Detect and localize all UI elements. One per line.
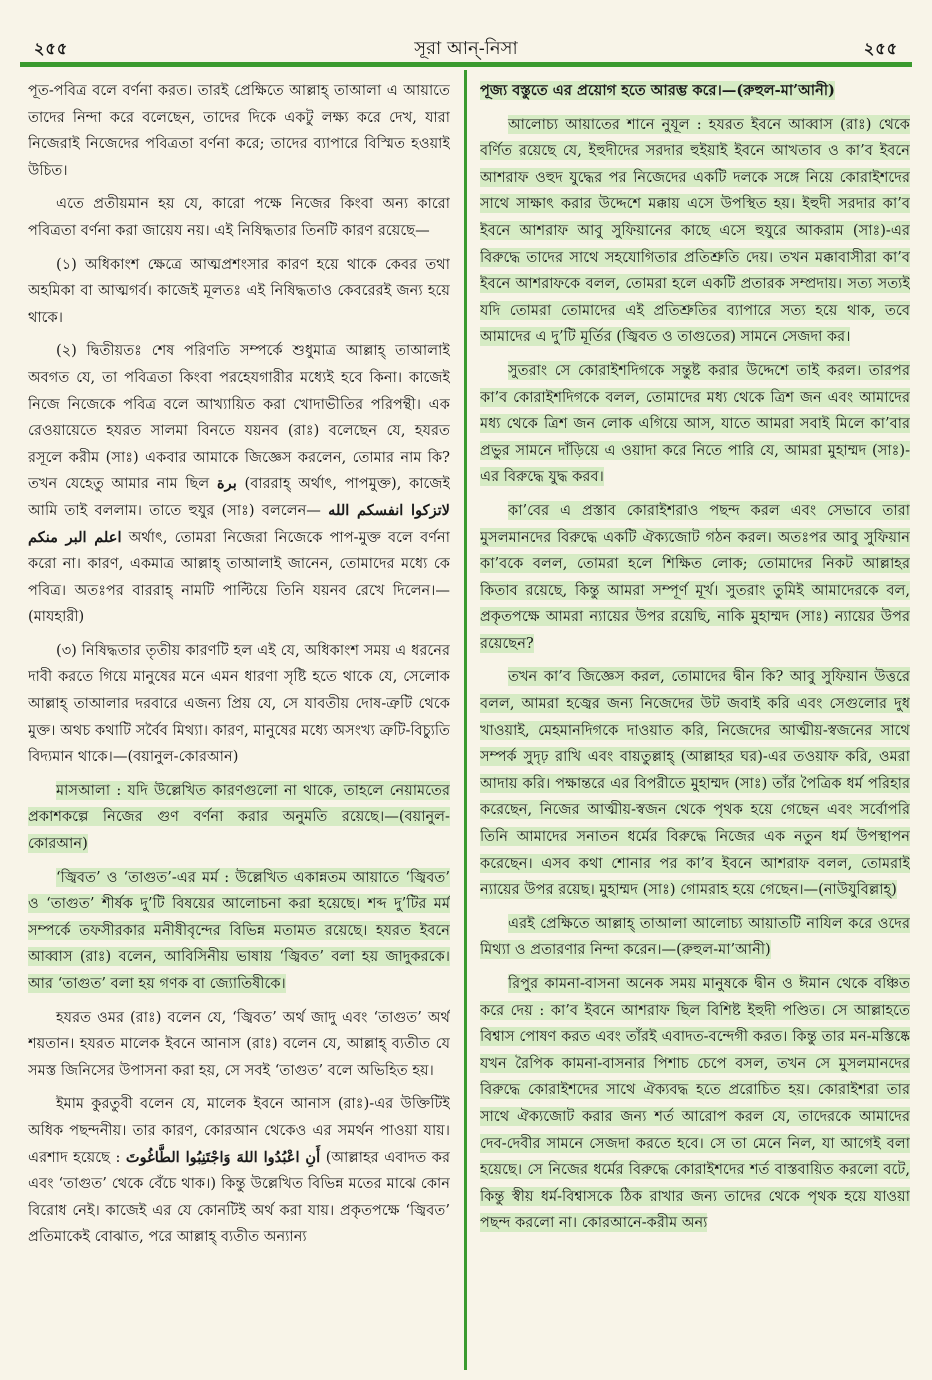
- paragraph: পূত-পবিত্র বলে বর্ণনা করত। তারই প্রেক্ষিতে আল্লাহ্ তাআলা এ আয়াতে তাদের নিন্দা করে বলেছেন, তাদের দিকে একটু লক্ষ্য করে দেখ, যারা নিজেরাই নিজেদের পবিত্রতা বর্ণনা করে; তাদের ব্যাপারে বিস্মিত হওয়াই উচিত।: [28, 82, 450, 179]
- column-divider: [464, 70, 467, 1370]
- left-column: [28, 78, 450, 1368]
- arabic-verse: أَنِ اعْبُدُوا اللهَ وَاجْتَنِبُوا الطَّاغُوتَ: [125, 1148, 321, 1166]
- paragraph: পূজ্য বস্তুতে এর প্রয়োগ হতে আরম্ভ করে।—(রুহুল-মা’আনী): [480, 82, 835, 99]
- running-title: সূরা আন্‌-নিসা: [414, 38, 518, 59]
- page-number-right: ২৫৫: [863, 39, 898, 58]
- page-number-left: ২৫৫: [34, 39, 69, 58]
- paragraph: এতে প্রতীয়মান হয় যে, কারো পক্ষে নিজের কিংবা অন্য কারো পবিত্রতা বর্ণনা করা জায়েয নয়। এই নিষিদ্ধতার তিনটি কারণ রয়েছে—: [28, 195, 450, 239]
- paragraph: কা’বের এ প্রস্তাব কোরাইশরাও পছন্দ করল এবং সেভাবে তারা মুসলমানদের বিরুদ্ধে একটি ঐক্যজোট গঠন করল। অতঃপর আবু সুফিয়ান কা’বকে বলল, তোমরা হলে শিক্ষিত লোক; তোমাদের নিকট আল্লাহর কিতাব রয়েছে, কিন্তু আমরা সম্পূর্ণ মূর্খ। সুতরাং তুমিই আমাদেরকে বল, প্রকৃতপক্ষে আমরা ন্যায়ের উপর রয়েছি, নাকি মুহাম্মদ (সাঃ) ন্যায়ের উপর রয়েছেন?: [480, 501, 910, 652]
- paragraph: ‘জ্বিবত’ ও ‘তাগুত’-এর মর্ম : উল্লেখিত একান্নতম আয়াতে ‘জ্বিবত’ ও ‘তাগুত’ শীর্ষক দু’টি বিষয়ের আলোচনা করা হয়েছে। শব্দ দু’টির মর্ম সম্পর্কে তফসীরকার মনীষীবৃন্দের বিভিন্ন মতামত রয়েছে। হযরত ইবনে আব্বাস (রাঃ) বলেন, আবিসিনীয় ভাষায় ‘জ্বিবত’ বলা হয় জাদুকরকে। আর ‘তাগুত’ বলা হয় গণক বা জ্যোতিষীকে।: [28, 868, 450, 992]
- paragraph: (২) দ্বিতীয়তঃ শেষ পরিণতি সম্পর্কে শুধুমাত্র আল্লাহ্ তাআলাই অবগত যে, তা পবিত্রতা কিংবা পরহেযগারীর মধ্যেই হবে কিনা। কাজেই নিজে নিজেকে পবিত্র বলে আখ্যায়িত করা খোদাভীতির পরিপন্থী। এক রেওয়ায়েতে হযরত সালমা বিনতে যয়নব (রাঃ) বলেছেন যে, হযরত রসূলে করীম (সাঃ) একবার আমাকে জিজ্ঞেস করলেন, তোমার নাম কি? তখন যেহেতু আমার নাম ছিল برة (বাররাহ্ অর্থাৎ, পাপমুক্ত), কাজেই আমি তাই বললাম। তাতে হুযুর (সাঃ) বললেন— لاتزكوا انفسكم الله اعلم البر منكم অর্থাৎ, তোমরা নিজেরা নিজেকে পাপ-মুক্ত বলে বর্ণনা করো না। কারণ, একমাত্র আল্লাহ্ তাআলাই জানেন, তোমাদের মধ্যে কে পবিত্র। অতঃপর বাররাহ্ নামটি পাল্টিয়ে তিনি যয়নব রেখে দিলেন।—(মাযহারী): [28, 342, 450, 626]
- header-rule: [20, 62, 912, 67]
- arabic-text: برة: [217, 475, 237, 493]
- paragraph: আলোচ্য আয়াতের শানে নুযূল : হযরত ইবনে আব্বাস (রাঃ) থেকে বর্ণিত রয়েছে যে, ইহুদীদের সরদার হুইয়াই ইবনে আখতাব ও কা’ব ইবনে আশরাফ ওহুদ যুদ্ধের পর নিজেদের একটি দলকে সঙ্গে নিয়ে কোরাইশদের সাথে সাক্ষাৎ করার উদ্দেশে মক্কায় এসে উপস্থিত হয়। ইহুদী সরদার কা’ব ইবনে আশরাফ আবু সুফিয়ানের কাছে এসে হুযুরে আকরাম (সাঃ)-এর বিরুদ্ধে তাদের সাথে সহযোগিতার প্রতিশ্রুতি দেয়। তখন মক্কাবাসীরা কা’ব ইবনে আশরাফকে বলল, তোমরা হলে একটি প্রতারক সম্প্রদায়। সত্য সত্যই যদি তোমরা তোমাদের এই প্রতিশ্রুতির ব্যাপারে সত্য হয়ে থাক, তবে আমাদের এ দু’টি মূর্তির (জ্বিবত ও তাগুতের) সামনে সেজদা কর।: [480, 115, 910, 346]
- paragraph: (১) অধিকাংশ ক্ষেত্রে আত্মপ্রশংসার কারণ হয়ে থাকে কেবর তথা অহমিকা বা আত্মগর্ব। কাজেই মূলতঃ এই নিষিদ্ধতাও কেবরেরই জন্য হয়ে থাকে।: [28, 255, 450, 326]
- paragraph: সুতরাং সে কোরাইশদিগকে সন্তুষ্ট করার উদ্দেশে তাই করল। তারপর কা’ব কোরাইশদিগকে বলল, তোমাদের মধ্য থেকে ত্রিশ জন এবং আমাদের মধ্য থেকে ত্রিশ জন লোক এগিয়ে আস, যাতে আমরা সবাই মিলে কা’বার প্রভুর সামনে দাঁড়িয়ে এ ওয়াদা করে নিতে পারি যে, আমরা মুহাম্মদ (সাঃ)-এর বিরুদ্ধে যুদ্ধ করব।: [480, 361, 910, 486]
- paragraph: ইমাম কুরতুবী বলেন যে, মালেক ইবনে আনাস (রাঃ)-এর উক্তিটিই অধিক পছন্দনীয়। তার কারণ, কোরআন থেকেও এর সমর্থন পাওয়া যায়। এরশাদ হয়েছে : أَنِ اعْبُدُوا اللهَ وَاجْتَنِبُوا الطَّاغُوتَ (আল্লাহর এবাদত কর এবং ‘তাগুত’ থেকে বেঁচে থাক।) কিন্তু উল্লেখিত বিভিন্ন মতের মাঝে কোন বিরোধ নেই। কাজেই এর যে কোনটিই অর্থ করা যায়। প্রকৃতপক্ষে ‘জ্বিবত’ প্রতিমাকেই বোঝাত, পরে আল্লাহ্ ব্যতীত অন্যান্য: [28, 1095, 450, 1246]
- right-column: [480, 78, 910, 1368]
- paragraph: (৩) নিষিদ্ধতার তৃতীয় কারণটি হল এই যে, অধিকাংশ সময় এ ধরনের দাবী করতে গিয়ে মানুষের মনে এমন ধারণা সৃষ্টি হতে থাকে যে, সেলোক আল্লাহ্ তাআলার দরবারে এজন্য প্রিয় যে, সে যাবতীয় দোষ-ত্রুটি থেকে মুক্ত। অথচ কথাটি সর্বৈব মিথ্যা। কারণ, মানুষের মধ্যে অসংখ্য ত্রুটি-বিচ্যুতি বিদ্যমান থাকে।—(বয়ানুল-কোরআন): [28, 641, 450, 766]
- page-header: [20, 28, 912, 62]
- paragraph: মাসআলা : যদি উল্লেখিত কারণগুলো না থাকে, তাহলে নেয়ামতের প্রকাশকল্পে নিজের গুণ বর্ণনা করার অনুমতি রয়েছে।—(বয়ানুল-কোরআন): [28, 781, 450, 853]
- paragraph: রিপুর কামনা-বাসনা অনেক সময় মানুষকে দ্বীন ও ঈমান থেকে বঞ্চিত করে দেয় : কা’ব ইবনে আশরাফ ছিল বিশিষ্ট ইহুদী পণ্ডিত। সে আল্লাহতে বিশ্বাস পোষণ করত এবং তাঁরই এবাদত-বন্দেগী করত। কিন্তু তার মন-মস্তিষ্কে যখন রৈপিক কামনা-বাসনার পিশাচ চেপে বসল, তখন সে মুসলমানদের বিরুদ্ধে কোরাইশদের সাথে ঐক্যবদ্ধ হতে প্ররোচিত হয়। কোরাইশরা তার সাথে ঐক্যজোট করার জন্য শর্ত আরোপ করল যে, তাদেরকে আমাদের দেব-দেবীর সামনে সেজদা করতে হবে। সে তা মেনে নিল, যা আগেই বলা হয়েছে। সে নিজের ধর্মের বিরুদ্ধে কোরাইশদের শর্ত বাস্তবায়িত করলো বটে, কিন্তু স্বীয় ধর্ম-বিশ্বাসকে ঠিক রাখার জন্য তাদের থেকে পৃথক হয়ে যাওয়া পছন্দ করলো না। কোরআনে-করীম অন্য: [480, 975, 910, 1232]
- arabic-text: لاتزكوا انفسكم الله: [328, 501, 450, 519]
- arabic-text: اعلم البر منكم: [28, 528, 122, 546]
- paragraph: হযরত ওমর (রাঃ) বলেন যে, ‘জ্বিবত’ অর্থ জাদু এবং ‘তাগুত’ অর্থ শয়তান। হযরত মালেক ইবনে আনাস (রাঃ) বলেন যে, আল্লাহ্ ব্যতীত যে সমস্ত জিনিসের উপাসনা করা হয়, সে সবই ‘তাগুত’ বলে অভিহিত হয়।: [28, 1008, 450, 1079]
- paragraph: তখন কা’ব জিজ্ঞেস করল, তোমাদের দ্বীন কি? আবু সুফিয়ান উত্তরে বলল, আমরা হজ্বের জন্য নিজেদের উট জবাই করি এবং সেগুলোর দুধ খাওয়াই, মেহমানদিগকে দাওয়াত করি, নিজেদের আত্মীয়-স্বজনের সাথে সম্পর্ক সুদৃঢ় রাখি এবং বায়তুল্লাহ্ (আল্লাহর ঘর)-এর তওয়াফ করি, ওমরা আদায় করি। পক্ষান্তরে এর বিপরীতে মুহাম্মদ (সাঃ) তাঁর পৈত্রিক ধর্ম পরিহার করেছেন, নিজের আত্মীয়-স্বজন থেকে পৃথক হয়ে গেছেন এবং সর্বোপরি তিনি আমাদের সনাতন ধর্মের বিরুদ্ধে নিজের এক নতুন ধর্ম উপস্থাপন করেছেন। এসব কথা শোনার পর কা’ব ইবনে আশরাফ বলল, তোমরাই ন্যায়ের উপর রয়েছ। মুহাম্মদ (সাঃ) গোমরাহ হয়ে গেছেন।—(নাউযুবিল্লাহ্): [480, 668, 910, 899]
- paragraph: এরই প্রেক্ষিতে আল্লাহ্ তাআলা আলোচ্য আয়াতটি নাযিল করে ওদের মিথ্যা ও প্রতারণার নিন্দা করেন।—(রুহুল-মা’আনী): [480, 914, 910, 959]
